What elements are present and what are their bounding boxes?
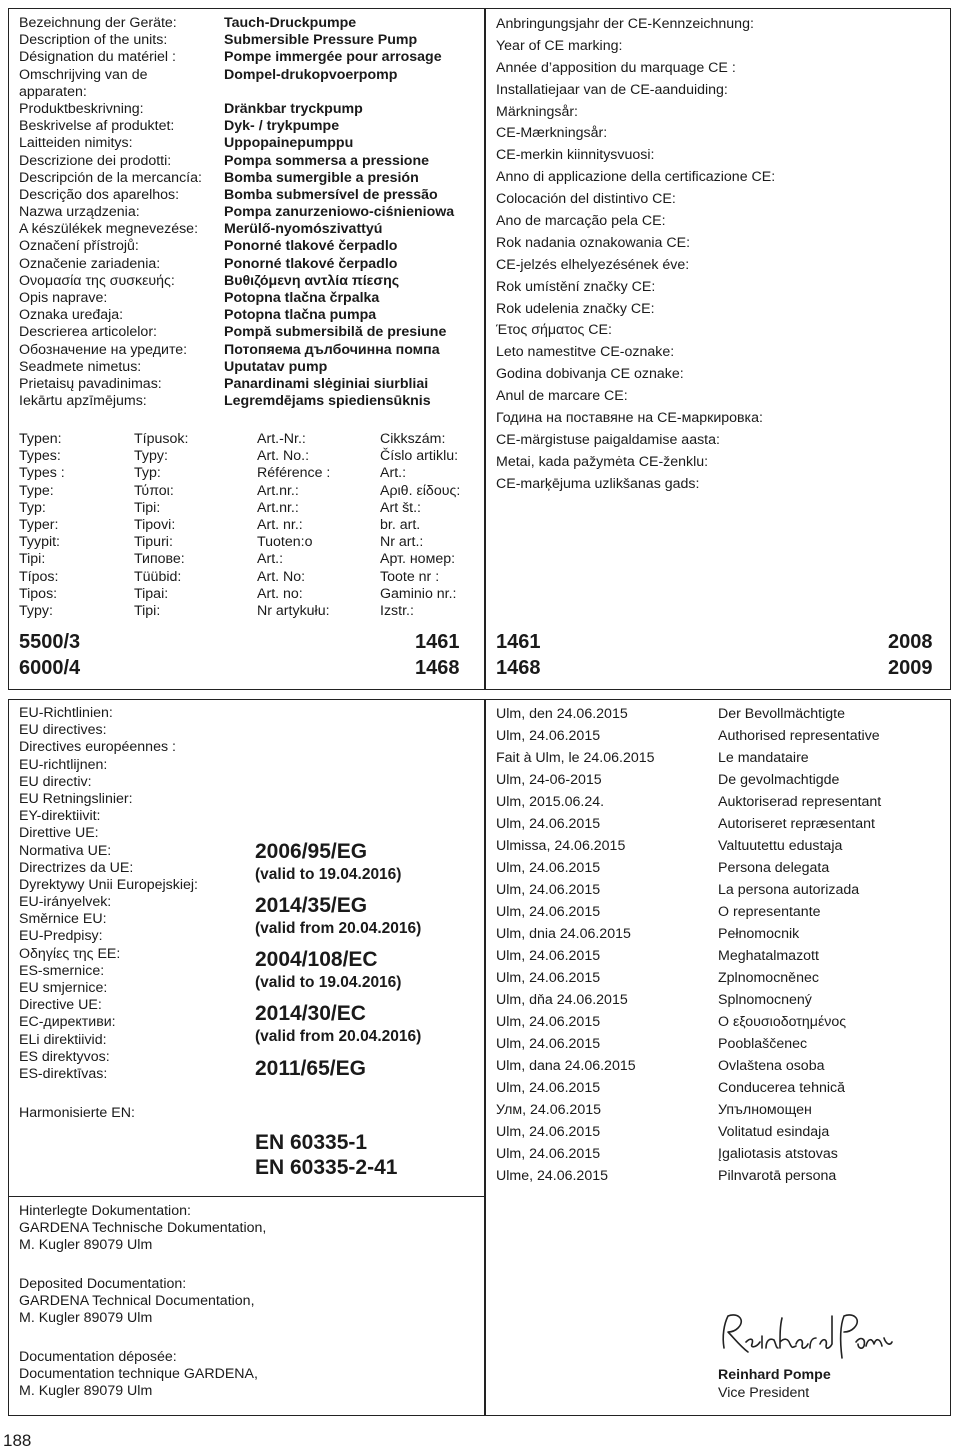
ce-year-label: Godina dobivanja CE oznake: <box>496 366 684 383</box>
signature-place: Ulm, dnia 24.06.2015 <box>496 926 631 942</box>
ce-year-1: 2008 <box>888 631 933 653</box>
device-value: Dyk- / trykpumpe <box>224 118 340 135</box>
device-label: Обозначение на уредите: <box>19 341 188 358</box>
directive-label: ES-smernice: <box>19 962 105 979</box>
device-value: Ponorné tlakové čerpadlo <box>224 255 398 272</box>
device-label: A készülékek megnevezése: <box>19 221 199 238</box>
standard-code: EN 60335-1 <box>255 1131 368 1154</box>
directive-label: ЕС-директиви: <box>19 1014 116 1031</box>
device-label: Désignation du matériel : <box>19 49 176 66</box>
device-label: apparaten: <box>19 83 87 100</box>
directive-label: Directive UE: <box>19 997 102 1014</box>
directive-label: Οδηγίες της ΕΕ: <box>19 945 121 962</box>
device-label: Oznaka uređaja: <box>19 307 124 324</box>
device-values <box>224 15 454 410</box>
directive-label: Directives européennes : <box>19 739 176 756</box>
device-value: Βυθιζόμενη αντλία πίεσης <box>224 272 400 289</box>
signature-roles <box>718 703 881 1187</box>
device-label: Beskrivelse af produktet: <box>19 118 175 135</box>
ce-year-label: Rok umístění značky CE: <box>496 278 656 295</box>
ce-year-label: Anbringungsjahr der CE-Kennzeichnung: <box>496 16 754 32</box>
ce-year-label: CE-Mærkningsår: <box>496 125 608 142</box>
ce-year-label: Година на поставяне на CE-маркировка: <box>496 410 763 427</box>
signature-role: Auktoriserad representant <box>718 794 882 810</box>
type-label: Typen: <box>19 431 62 447</box>
article-label: Tuoten:o <box>257 534 313 551</box>
device-value: Potopna tlačna pumpa <box>224 307 377 324</box>
signature-place: Ulm, dana 24.06.2015 <box>496 1058 636 1074</box>
device-value: Потопяема дълбочинна помпа <box>224 341 440 358</box>
directive-note: (valid to 19.04.2016) <box>255 866 402 883</box>
documentation-line: Documentation technique GARDENA, <box>19 1366 258 1383</box>
model-type-2: 6000/4 <box>19 657 81 679</box>
device-label: Descrição dos aparelhos: <box>19 186 180 203</box>
signatory-title: Vice President <box>718 1385 810 1401</box>
documentation-line: M. Kugler 89079 Ulm <box>19 1310 153 1327</box>
article-label: Art.nr.: <box>257 499 299 516</box>
device-value: Pompă submersibilă de presiune <box>224 324 447 341</box>
ce-year-label: CE-märgistuse paigaldamise aasta: <box>496 431 720 448</box>
signature-place: Ulm, 24.06.2015 <box>496 970 601 986</box>
device-label: Ονομασία της συσκευής: <box>19 272 175 289</box>
article-label: Toote nr : <box>380 568 440 585</box>
ce-year-label: Märkningsår: <box>496 103 579 120</box>
device-label: Označenie zariadenia: <box>19 255 161 272</box>
signature-role: O representante <box>718 904 821 920</box>
documentation-line: Documentation déposée: <box>19 1349 177 1365</box>
device-labels <box>19 15 202 410</box>
directive-code: 2011/65/EG <box>255 1057 366 1080</box>
directive-code: 2006/95/EG <box>255 840 368 863</box>
signature-place: Ulm, 24.06.2015 <box>496 816 601 832</box>
signature-role: Meghatalmazott <box>718 948 819 964</box>
article-label: Art. No: <box>257 568 306 585</box>
type-labels-col1 <box>19 431 65 620</box>
directive-label: ES-direktīvas: <box>19 1065 108 1082</box>
article-labels-col1 <box>257 431 330 620</box>
article-label: Art.: <box>380 465 407 482</box>
device-label: Opis naprave: <box>19 290 108 306</box>
device-value: Dompel-drukopvoerpomp <box>224 66 398 83</box>
device-value: Merülő-nyomószivattyú <box>224 221 383 238</box>
device-label: Descrizione dei prodotti: <box>19 152 172 169</box>
signature-role: Der Bevollmächtigte <box>718 706 845 722</box>
type-label: Tüübid: <box>134 568 182 585</box>
type-label: Típusok: <box>134 431 189 447</box>
ce-year-label: Metai, kada pažymėta CE-ženklu: <box>496 453 709 470</box>
article-label: Art.: <box>257 551 284 568</box>
documentation-line: M. Kugler 89079 Ulm <box>19 1383 153 1400</box>
signature-role: Упълномощен <box>718 1102 812 1118</box>
device-value: Pompa zanurzeniowo-ciśnieniowa <box>224 204 455 221</box>
ce-year-label: Ano de marcação pela CE: <box>496 213 666 230</box>
signature-role: Pełnomocnik <box>718 926 800 942</box>
ce-year-label: Rok nadania oznakowania CE: <box>496 234 691 251</box>
documentation-line: GARDENA Technical Documentation, <box>19 1293 255 1310</box>
directive-labels <box>19 705 198 1083</box>
device-value: Bomba sumergible a presión <box>224 169 419 186</box>
ce-year-label: Année d’apposition du marquage CE : <box>496 59 736 76</box>
signature-place: Улм, 24.06.2015 <box>496 1102 601 1118</box>
directive-note: (valid from 20.04.2016) <box>255 920 422 937</box>
directive-label: Dyrektywy Unii Europejskiej: <box>19 876 198 893</box>
directive-label: Normativa UE: <box>19 842 112 859</box>
article-label: Nr artykułu: <box>257 602 330 619</box>
signature-role: Persona delegata <box>718 860 830 876</box>
type-label: Tipi: <box>19 551 46 568</box>
ce-year-label: Leto namestitve CE-oznake: <box>496 344 675 361</box>
ce-year-label: Anno di applicazione della certificazione CE: <box>496 169 776 186</box>
type-label: Типове: <box>134 551 185 568</box>
signature-role: Įgaliotasis atstovas <box>718 1146 838 1162</box>
model-number-1: 1461 <box>415 631 460 653</box>
model-type-1: 5500/3 <box>19 631 81 653</box>
ce-year-labels <box>496 14 775 496</box>
device-value: Legremdējams spiediensūknis <box>224 393 431 410</box>
ce-year-label: CE-merkin kiinnitysvuosi: <box>496 147 655 164</box>
directive-label: Direttive UE: <box>19 825 99 842</box>
signature-role: Zplnomocněnec <box>718 970 819 986</box>
device-value: Ponorné tlakové čerpadlo <box>224 238 398 255</box>
device-value: Pompe immergée pour arrosage <box>224 49 442 66</box>
ce-year-2: 2009 <box>888 657 933 679</box>
handwritten-signature <box>716 1308 896 1366</box>
ce-year-label: CE-jelzés elhelyezésének éve: <box>496 256 690 273</box>
signature-role: Autoriseret repræsentant <box>718 816 875 832</box>
signature-place: Ulm, 24.06.2015 <box>496 948 601 964</box>
directive-label: Směrnice EU: <box>19 911 107 928</box>
article-label: Арт. номер: <box>380 551 456 568</box>
signature-place: Ulm, dňa 24.06.2015 <box>496 992 628 1008</box>
signature-place: Ulm, 24.06.2015 <box>496 1014 601 1030</box>
standard-code: EN 60335-2-41 <box>255 1156 398 1179</box>
signature-place: Ulm, 24-06-2015 <box>496 772 602 788</box>
signature-role: Ο εξουσιοδοτημένος <box>718 1014 847 1030</box>
signature-role: Authorised representative <box>718 728 880 744</box>
signature-place: Ulm, 24.06.2015 <box>496 1124 601 1140</box>
type-label: Tipai: <box>134 585 169 602</box>
device-value: Tauch-Druckpumpe <box>224 15 357 31</box>
article-label: Izstr.: <box>380 602 414 619</box>
type-label: Typ: <box>19 499 46 516</box>
type-label: Typy: <box>19 602 53 619</box>
device-label: Prietaisų pavadinimas: <box>19 375 162 392</box>
signature-place: Fait à Ulm, le 24.06.2015 <box>496 750 655 766</box>
device-label: Descripción de la mercancía: <box>19 169 202 186</box>
signature-role: Volitatud esindaja <box>718 1124 830 1140</box>
documentation-group-de <box>19 1203 266 1255</box>
ce-year-label: Έτος σήματος CE: <box>496 322 612 339</box>
ce-number-2: 1468 <box>496 657 541 679</box>
directive-label: EU smjernice: <box>19 980 108 996</box>
signature-place: Ulm, den 24.06.2015 <box>496 706 628 722</box>
documentation-line: Deposited Documentation: <box>19 1276 187 1292</box>
device-label: Nazwa urządzenia: <box>19 204 140 221</box>
documentation-line: Hinterlegte Dokumentation: <box>19 1203 191 1219</box>
signature-role: Conducerea tehnică <box>718 1080 845 1096</box>
article-label: Číslo artiklu: <box>380 448 459 465</box>
directive-label: EU-Richtlinien: <box>19 705 113 721</box>
signature-place: Ulmissa, 24.06.2015 <box>496 838 626 854</box>
documentation-line: M. Kugler 89079 Ulm <box>19 1237 153 1254</box>
signature-role: Le mandataire <box>718 750 809 766</box>
device-value: Potopna tlačna črpalka <box>224 290 380 306</box>
ce-year-label: Year of CE marking: <box>496 37 623 54</box>
signature-place: Ulm, 2015.06.24. <box>496 794 605 810</box>
type-label: Típos: <box>19 568 59 585</box>
type-label: Tyypit: <box>19 534 60 551</box>
device-value <box>224 84 454 101</box>
directive-label: EU-Predpisy: <box>19 928 103 945</box>
device-label: Bezeichnung der Geräte: <box>19 15 177 31</box>
type-label: Τύποι: <box>134 482 174 499</box>
article-label: Art. no: <box>257 585 303 602</box>
article-label: Gaminio nr.: <box>380 585 457 602</box>
type-label: Typer: <box>19 516 59 533</box>
documentation-divider <box>8 1196 485 1197</box>
type-label: Types: <box>19 448 61 465</box>
signature-role: Valtuutettu edustaja <box>718 838 843 854</box>
device-label: Descrierea articolelor: <box>19 324 157 341</box>
type-label: Type: <box>19 482 54 499</box>
device-label: Označení přístrojů: <box>19 238 139 255</box>
directive-note: (valid from 20.04.2016) <box>255 1028 422 1045</box>
type-label: Tipi: <box>134 499 161 516</box>
signature-place: Ulm, 24.06.2015 <box>496 860 601 876</box>
device-value: Uputatav pump <box>224 358 328 375</box>
device-value: Pompa sommersa a pressione <box>224 152 430 169</box>
device-value: Uppopainepumppu <box>224 135 354 152</box>
type-label: Tipos: <box>19 585 58 602</box>
signature-place: Ulm, 24.06.2015 <box>496 1146 601 1162</box>
signatory-name: Reinhard Pompe <box>718 1367 831 1383</box>
device-label: Omschrijving van de <box>19 66 148 83</box>
directive-label: EU-irányelvek: <box>19 894 112 911</box>
article-label: Nr art.: <box>380 534 424 551</box>
ce-year-label: Installatiejaar van de CE-aanduiding: <box>496 81 728 98</box>
type-label: Typy: <box>134 448 168 465</box>
signature-places <box>496 703 655 1187</box>
signature-role: La persona autorizada <box>718 882 860 898</box>
article-label: Art. No.: <box>257 448 310 465</box>
documentation-group-fr <box>19 1349 258 1401</box>
directive-label: Directrizes da UE: <box>19 859 134 876</box>
page-number: 188 <box>3 1431 32 1450</box>
signature-role: Ovlaštena osoba <box>718 1058 825 1074</box>
article-label: Αριθ. είδους: <box>380 482 461 499</box>
harmonised-standards-label: Harmonisierte EN: <box>19 1105 135 1121</box>
signature-role: De gevolmachtigde <box>718 772 840 788</box>
ce-number-1: 1461 <box>496 631 541 653</box>
directive-label: EU Retningslinier: <box>19 790 133 807</box>
article-label: Cikkszám: <box>380 431 446 447</box>
article-label: Art.-Nr.: <box>257 431 306 447</box>
device-value: Bomba submersível de pressão <box>224 186 438 203</box>
directive-note: (valid to 19.04.2016) <box>255 974 402 991</box>
ce-year-label: Colocación del distintivo CE: <box>496 191 676 208</box>
article-label: br. art. <box>380 516 421 533</box>
type-label: Typ: <box>134 465 161 482</box>
directive-code: 2014/30/EC <box>255 1002 366 1025</box>
signature-place: Ulm, 24.06.2015 <box>496 882 601 898</box>
type-label: Tipuri: <box>134 534 173 551</box>
signature-role: Pilnvarotā persona <box>718 1168 837 1184</box>
device-label: Produktbeskrivning: <box>19 100 144 117</box>
signature-place: Ulm, 24.06.2015 <box>496 1036 601 1052</box>
article-label: Référence : <box>257 465 331 482</box>
signature-role: Pooblaščenec <box>718 1036 808 1052</box>
directive-label: EU-richtlijnen: <box>19 756 108 773</box>
ce-year-label: Rok udelenia značky CE: <box>496 300 655 317</box>
type-label: Tipovi: <box>134 516 176 533</box>
directive-label: ES direktyvos: <box>19 1048 110 1065</box>
article-labels-col2 <box>380 431 460 620</box>
signature-place: Ulm, 24.06.2015 <box>496 904 601 920</box>
directive-label: EU directiv: <box>19 773 92 790</box>
directive-code: 2004/108/EC <box>255 948 378 971</box>
device-label: Iekārtu apzīmējums: <box>19 393 147 410</box>
device-value: Submersible Pressure Pump <box>224 32 418 49</box>
device-label: Seadmete nimetus: <box>19 358 142 375</box>
directive-code: 2014/35/EG <box>255 894 368 917</box>
documentation-line: GARDENA Technische Dokumentation, <box>19 1220 267 1237</box>
type-label: Types : <box>19 465 65 482</box>
device-value: Dränkbar tryckpump <box>224 100 363 117</box>
article-label: Art.nr.: <box>257 482 299 499</box>
device-label: Laitteiden nimitys: <box>19 135 133 152</box>
signature-role: Splnomocnený <box>718 992 812 1008</box>
device-value: Panardinami slėginiai siurbliai <box>224 375 429 392</box>
device-label: Description of the units: <box>19 32 168 49</box>
model-number-2: 1468 <box>415 657 460 679</box>
ce-year-label: Anul de marcare CE: <box>496 388 628 405</box>
directive-label: EY-direktiivit: <box>19 808 101 825</box>
signature-place: Ulm, 24.06.2015 <box>496 1080 601 1096</box>
documentation-group-en <box>19 1276 255 1328</box>
directive-label: ELi direktiivid: <box>19 1031 107 1048</box>
directive-label: EU directives: <box>19 722 107 739</box>
article-label: Art št.: <box>380 499 421 516</box>
ce-year-label: CE-marķējuma uzlikšanas gads: <box>496 475 700 492</box>
type-labels-col2 <box>134 431 188 620</box>
signature-place: Ulme, 24.06.2015 <box>496 1168 608 1184</box>
signature-place: Ulm, 24.06.2015 <box>496 728 601 744</box>
article-label: Art. nr.: <box>257 516 303 533</box>
type-label: Tipi: <box>134 602 161 619</box>
